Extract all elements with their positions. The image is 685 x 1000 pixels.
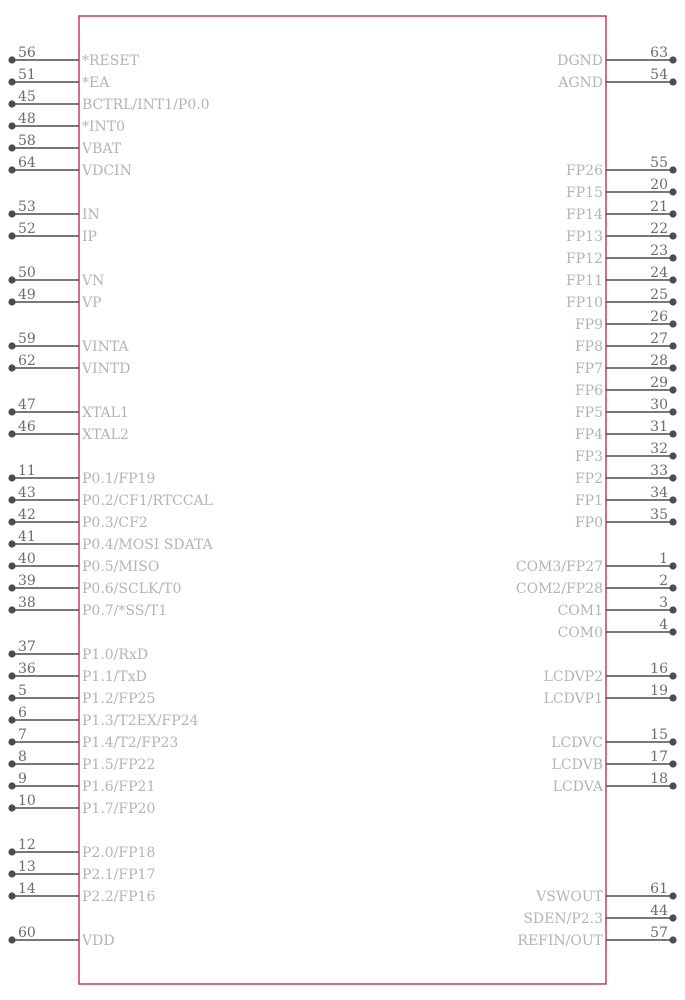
pin-number: 57 — [650, 925, 668, 941]
pin-endpoint — [669, 364, 676, 371]
pin-right-refin-out — [517, 925, 676, 949]
pin-endpoint — [669, 430, 676, 437]
pin-left-p1-2-fp25 — [8, 683, 155, 707]
pin-left-xtal1 — [8, 397, 128, 421]
pin-label: IP — [82, 229, 97, 245]
pin-label: COM0 — [557, 625, 603, 641]
pin-number: 2 — [659, 573, 668, 589]
pin-number: 49 — [18, 287, 36, 303]
pin-label: IN — [82, 207, 100, 223]
pin-number: 4 — [659, 617, 668, 633]
pin-label: LCDVA — [552, 779, 603, 795]
pin-endpoint — [669, 782, 676, 789]
pin-label: P1.1/TxD — [82, 669, 147, 685]
pin-label: P1.3/T2EX/FP24 — [82, 713, 199, 729]
pin-number: 31 — [650, 419, 668, 435]
pin-endpoint — [8, 650, 15, 657]
pin-label: P0.2/CF1/RTCCAL — [82, 493, 213, 509]
pin-number: 32 — [650, 441, 668, 457]
pin-label: XTAL2 — [82, 427, 129, 443]
pin-number: 42 — [18, 507, 36, 523]
pin-left-p1-3-t2ex-fp24 — [8, 705, 198, 729]
pin-label: FP6 — [574, 383, 603, 399]
pin-label: SDEN/P2.3 — [523, 911, 603, 927]
pin-label: LCDVP1 — [543, 691, 603, 707]
pin-number: 17 — [650, 749, 668, 765]
pin-endpoint — [8, 122, 15, 129]
pin-number: 36 — [18, 661, 36, 677]
pin-endpoint — [8, 496, 15, 503]
pin-endpoint — [669, 914, 676, 921]
pin-left-p0-6-sclk-t0 — [8, 573, 181, 597]
pin-right-lcdvp2 — [544, 661, 677, 685]
pin-endpoint — [8, 804, 15, 811]
pin-left-ip — [8, 221, 97, 245]
pin-endpoint — [669, 452, 676, 459]
pin-number: 24 — [650, 265, 668, 281]
pin-right-fp2 — [575, 463, 677, 487]
pin-endpoint — [8, 848, 15, 855]
pin-left-p1-6-fp21 — [8, 771, 155, 795]
pin-label: P1.2/FP25 — [82, 691, 156, 707]
pin-endpoint — [669, 276, 676, 283]
pin-label: P0.7/*SS/T1 — [82, 603, 168, 619]
pin-label: P1.7/FP20 — [82, 801, 156, 817]
pin-endpoint — [8, 342, 15, 349]
pin-left-p2-0-fp18 — [8, 837, 155, 861]
pin-label: P1.5/FP22 — [82, 757, 156, 773]
pin-right-fp5 — [575, 397, 677, 421]
pin-endpoint — [669, 56, 676, 63]
pin-number: 18 — [650, 771, 668, 787]
pin-number: 37 — [18, 639, 36, 655]
pin-endpoint — [8, 672, 15, 679]
pin-endpoint — [669, 760, 676, 767]
pin-label: LCDVP2 — [543, 669, 603, 685]
pin-right-lcdvp1 — [544, 683, 677, 707]
pin-number: 38 — [18, 595, 36, 611]
pin-endpoint — [8, 144, 15, 151]
pin-right-fp6 — [575, 375, 677, 399]
pin-endpoint — [8, 716, 15, 723]
pin-left-p1-7-fp20 — [8, 793, 155, 817]
pin-number: 46 — [18, 419, 36, 435]
pin-label: P0.4/MOSI SDATA — [82, 537, 213, 553]
pin-label: FP1 — [574, 493, 603, 509]
pin-label: FP3 — [574, 449, 603, 465]
pin-number: 14 — [18, 881, 36, 897]
pin-number: 25 — [650, 287, 668, 303]
pin-label: VINTD — [82, 361, 131, 377]
pin-right-fp3 — [575, 441, 677, 465]
pin-number: 34 — [650, 485, 668, 501]
pin-endpoint — [8, 78, 15, 85]
pin-label: FP14 — [566, 207, 603, 223]
pin-left-reset — [8, 45, 139, 69]
pin-number: 9 — [18, 771, 27, 787]
pin-number: 23 — [650, 243, 668, 259]
pin-endpoint — [669, 562, 676, 569]
pin-left-p1-4-t2-fp23 — [8, 727, 178, 751]
pin-right-lcdva — [553, 771, 677, 795]
pin-left-vdcin — [8, 155, 131, 179]
pin-endpoint — [669, 342, 676, 349]
pin-right-com3-fp27 — [516, 551, 677, 575]
pin-number: 40 — [18, 551, 36, 567]
pin-endpoint — [669, 408, 676, 415]
pin-endpoint — [669, 584, 676, 591]
pin-label: VP — [82, 295, 102, 311]
pin-number: 33 — [650, 463, 668, 479]
pin-right-fp0 — [575, 507, 677, 531]
pin-right-dgnd — [557, 45, 676, 69]
pin-number: 52 — [18, 221, 36, 237]
pin-endpoint — [669, 518, 676, 525]
pin-number: 29 — [650, 375, 668, 391]
pin-endpoint — [8, 892, 15, 899]
pin-number: 47 — [18, 397, 36, 413]
pin-number: 1 — [659, 551, 668, 567]
pin-number: 60 — [18, 925, 36, 941]
pin-number: 64 — [18, 155, 36, 171]
pin-label: VDD — [82, 933, 115, 949]
pin-number: 12 — [18, 837, 36, 853]
right-pin-group — [516, 45, 677, 949]
pin-left-p0-5-miso — [8, 551, 159, 575]
pin-number: 10 — [18, 793, 36, 809]
pin-label: FP26 — [566, 163, 603, 179]
pin-label: VSWOUT — [536, 889, 603, 905]
pin-label: *INT0 — [82, 119, 126, 135]
pin-number: 44 — [650, 903, 668, 919]
pin-label: P0.6/SCLK/T0 — [82, 581, 182, 597]
pin-endpoint — [8, 760, 15, 767]
pin-left-p1-1-txd — [8, 661, 146, 685]
pin-left-bctrl-int1-p0-0 — [8, 89, 209, 113]
pin-number: 53 — [18, 199, 36, 215]
pin-left-p2-1-fp17 — [8, 859, 155, 883]
pin-number: 11 — [18, 463, 36, 479]
pin-label: AGND — [558, 75, 603, 91]
pin-endpoint — [669, 628, 676, 635]
pin-label: P2.2/FP16 — [82, 889, 156, 905]
pin-label: FP7 — [574, 361, 603, 377]
pin-right-fp9 — [575, 309, 677, 333]
pin-right-fp11 — [566, 265, 677, 289]
pin-endpoint — [8, 540, 15, 547]
pin-left-vdd — [8, 925, 114, 949]
pin-number: 55 — [650, 155, 668, 171]
pin-endpoint — [8, 232, 15, 239]
pin-number: 35 — [650, 507, 668, 523]
pin-left-vp — [8, 287, 101, 311]
pin-label: VDCIN — [82, 163, 132, 179]
pin-number: 21 — [650, 199, 668, 215]
pin-number: 58 — [18, 133, 36, 149]
pin-endpoint — [669, 232, 676, 239]
pin-endpoint — [669, 254, 676, 261]
pin-endpoint — [669, 298, 676, 305]
pin-label: COM2/FP28 — [515, 581, 603, 597]
pin-number: 54 — [650, 67, 668, 83]
pin-label: P2.0/FP18 — [82, 845, 156, 861]
pin-number: 59 — [18, 331, 36, 347]
pin-endpoint — [8, 56, 15, 63]
pin-label: P1.4/T2/FP23 — [82, 735, 179, 751]
pin-number: 15 — [650, 727, 668, 743]
pin-left-p0-3-cf2 — [8, 507, 147, 531]
pin-number: 26 — [650, 309, 668, 325]
pin-left-int0 — [8, 111, 125, 135]
pin-endpoint — [8, 870, 15, 877]
pin-right-fp10 — [566, 287, 677, 311]
pin-endpoint — [8, 936, 15, 943]
pin-endpoint — [8, 210, 15, 217]
pin-label: FP12 — [566, 251, 603, 267]
pin-endpoint — [669, 320, 676, 327]
pin-number: 16 — [650, 661, 668, 677]
pin-right-agnd — [557, 67, 676, 91]
pin-left-p2-2-fp16 — [8, 881, 155, 905]
pin-label: BCTRL/INT1/P0.0 — [82, 97, 210, 113]
pin-endpoint — [8, 298, 15, 305]
pin-endpoint — [8, 738, 15, 745]
pin-label: FP13 — [566, 229, 603, 245]
pin-right-fp7 — [575, 353, 677, 377]
pin-number: 28 — [650, 353, 668, 369]
pin-left-p0-7-ss-t1 — [8, 595, 167, 619]
pin-endpoint — [8, 430, 15, 437]
pin-label: FP11 — [566, 273, 603, 289]
pin-left-vinta — [8, 331, 129, 355]
pin-endpoint — [8, 518, 15, 525]
pin-number: 27 — [650, 331, 668, 347]
pin-number: 6 — [18, 705, 27, 721]
pin-label: LCDVB — [551, 757, 603, 773]
left-pin-group — [8, 45, 213, 949]
pin-right-fp26 — [566, 155, 677, 179]
pin-endpoint — [8, 694, 15, 701]
pin-number: 62 — [18, 353, 36, 369]
pin-endpoint — [669, 672, 676, 679]
pin-label: FP8 — [574, 339, 603, 355]
pin-number: 41 — [18, 529, 36, 545]
pin-number: 13 — [18, 859, 36, 875]
pin-label: P1.6/FP21 — [82, 779, 156, 795]
pin-right-fp12 — [566, 243, 677, 267]
pin-label: FP10 — [566, 295, 603, 311]
pin-endpoint — [669, 474, 676, 481]
pin-endpoint — [8, 100, 15, 107]
pin-left-vbat — [8, 133, 121, 157]
pin-number: 56 — [18, 45, 36, 61]
pin-endpoint — [8, 584, 15, 591]
pin-label: *EA — [82, 75, 110, 91]
pin-left-ea — [8, 67, 110, 91]
pin-label: REFIN/OUT — [517, 933, 603, 949]
pin-left-p0-2-cf1-rtccal — [8, 485, 213, 509]
pin-endpoint — [8, 276, 15, 283]
pin-label: P0.3/CF2 — [82, 515, 148, 531]
pin-endpoint — [669, 166, 676, 173]
pin-endpoint — [669, 892, 676, 899]
pin-endpoint — [669, 738, 676, 745]
pin-number: 30 — [650, 397, 668, 413]
pin-right-fp8 — [575, 331, 677, 355]
pin-label: P2.1/FP17 — [82, 867, 156, 883]
pin-left-p1-5-fp22 — [8, 749, 155, 773]
pin-endpoint — [669, 210, 676, 217]
pin-label: VBAT — [82, 141, 122, 157]
pin-left-vn — [8, 265, 104, 289]
pin-endpoint — [669, 694, 676, 701]
pin-label: P1.0/RxD — [82, 647, 149, 663]
pin-number: 8 — [18, 749, 27, 765]
pin-label: COM1 — [557, 603, 603, 619]
pin-right-com0 — [558, 617, 677, 641]
pin-left-xtal2 — [8, 419, 128, 443]
pin-right-lcdvb — [552, 749, 677, 773]
pin-label: FP5 — [574, 405, 603, 421]
pin-number: 45 — [18, 89, 36, 105]
pin-right-com2-fp28 — [516, 573, 677, 597]
pin-right-fp13 — [566, 221, 677, 245]
pin-endpoint — [669, 936, 676, 943]
pin-number: 7 — [18, 727, 27, 743]
pin-endpoint — [669, 188, 676, 195]
pin-label: P0.1/FP19 — [82, 471, 156, 487]
pin-number: 39 — [18, 573, 36, 589]
pin-endpoint — [669, 78, 676, 85]
pin-right-fp14 — [566, 199, 677, 223]
pin-number: 61 — [650, 881, 668, 897]
pin-label: P0.5/MISO — [82, 559, 160, 575]
pin-right-sden-p2-3 — [523, 903, 676, 927]
pin-endpoint — [8, 364, 15, 371]
pin-endpoint — [8, 562, 15, 569]
pin-label: DGND — [557, 53, 603, 69]
pin-number: 48 — [18, 111, 36, 127]
pin-number: 20 — [650, 177, 668, 193]
pin-number: 22 — [650, 221, 668, 237]
pin-label: *RESET — [82, 53, 139, 69]
pin-label: FP15 — [566, 185, 603, 201]
pin-number: 5 — [18, 683, 27, 699]
pin-endpoint — [8, 408, 15, 415]
pin-endpoint — [8, 606, 15, 613]
pin-right-fp1 — [575, 485, 677, 509]
pin-endpoint — [8, 782, 15, 789]
pin-label: VINTA — [82, 339, 129, 355]
pin-number: 50 — [18, 265, 36, 281]
pin-label: LCDVC — [551, 735, 603, 751]
pin-number: 43 — [18, 485, 36, 501]
pin-label: XTAL1 — [82, 405, 129, 421]
pin-label: FP4 — [574, 427, 603, 443]
pin-number: 51 — [18, 67, 36, 83]
pin-label: VN — [82, 273, 105, 289]
pin-endpoint — [669, 496, 676, 503]
pin-label: FP2 — [574, 471, 603, 487]
pin-right-fp4 — [575, 419, 677, 443]
pin-label: FP0 — [574, 515, 603, 531]
pin-left-p0-1-fp19 — [8, 463, 155, 487]
pin-number: 3 — [659, 595, 668, 611]
pin-endpoint — [8, 474, 15, 481]
pin-left-in — [8, 199, 99, 223]
pin-left-vintd — [8, 353, 130, 377]
pin-endpoint — [669, 386, 676, 393]
pin-left-p0-4-mosi-sdata — [8, 529, 213, 553]
pin-endpoint — [8, 166, 15, 173]
pin-number: 19 — [650, 683, 668, 699]
pin-label: FP9 — [574, 317, 603, 333]
pin-right-lcdvc — [551, 727, 676, 751]
pin-right-fp15 — [566, 177, 677, 201]
pin-endpoint — [669, 606, 676, 613]
pin-label: COM3/FP27 — [515, 559, 603, 575]
pin-number: 63 — [650, 45, 668, 61]
pin-right-com1 — [558, 595, 677, 619]
pin-left-p1-0-rxd — [8, 639, 148, 663]
